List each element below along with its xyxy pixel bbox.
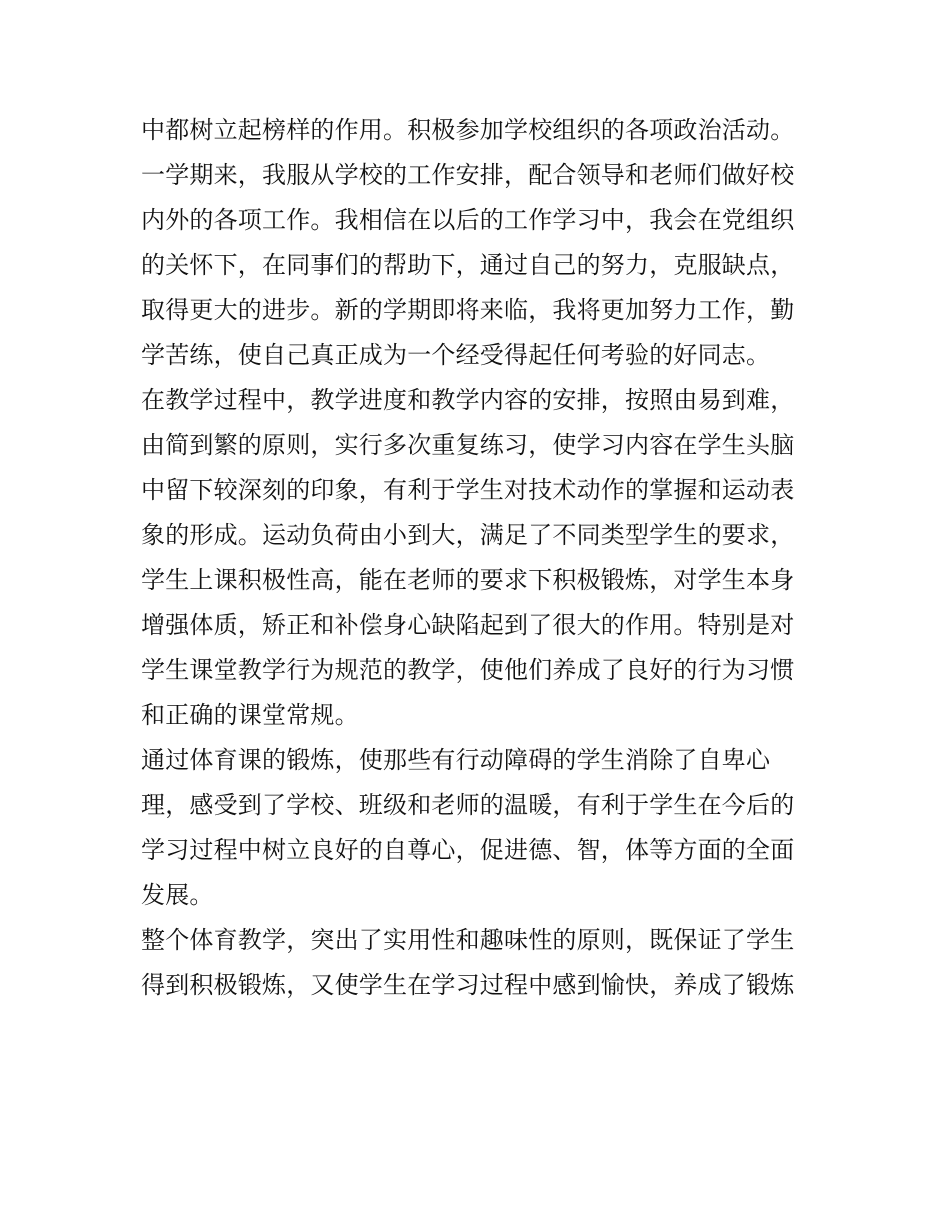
text-line: 在教学过程中，教学进度和教学内容的安排，按照由易到难， — [141, 386, 795, 414]
text-line: 由简到繁的原则，实行多次重复练习，使学习内容在学生头脑 — [141, 431, 795, 459]
text-line: 的关怀下，在同事们的帮助下，通过自己的努力，克服缺点， — [141, 251, 795, 279]
text-line: 中都树立起榜样的作用。积极参加学校组织的各项政治活动。 — [141, 116, 795, 144]
text-line: 理，感受到了学校、班级和老师的温暖，有利于学生在今后的 — [141, 791, 795, 819]
text-line: 学生上课积极性高，能在老师的要求下积极锻炼，对学生本身 — [141, 566, 795, 594]
text-line: 得到积极锻炼，又使学生在学习过程中感到愉快，养成了锻炼 — [141, 971, 795, 999]
text-line: 学生课堂教学行为规范的教学，使他们养成了良好的行为习惯 — [141, 656, 795, 684]
text-line: 象的形成。运动负荷由小到大，满足了不同类型学生的要求， — [141, 521, 795, 549]
text-line: 取得更大的进步。新的学期即将来临，我将更加努力工作，勤 — [141, 296, 795, 324]
text-line: 整个体育教学，突出了实用性和趣味性的原则，既保证了学生 — [141, 926, 795, 954]
text-line: 发展。 — [141, 881, 214, 909]
text-line: 增强体质，矫正和补偿身心缺陷起到了很大的作用。特别是对 — [141, 611, 795, 639]
text-line: 学苦练，使自己真正成为一个经受得起任何考验的好同志。 — [141, 341, 771, 369]
document-body-text — [141, 108, 821, 1008]
text-line: 中留下较深刻的印象，有利于学生对技术动作的掌握和运动表 — [141, 476, 795, 504]
text-line: 和正确的课堂常规。 — [141, 701, 359, 729]
text-line: 一学期来，我服从学校的工作安排，配合领导和老师们做好校 — [141, 161, 795, 189]
text-line: 通过体育课的锻炼，使那些有行动障碍的学生消除了自卑心 — [141, 746, 771, 774]
text-line: 内外的各项工作。我相信在以后的工作学习中，我会在党组织 — [141, 206, 795, 234]
text-line: 学习过程中树立良好的自尊心，促进德、智，体等方面的全面 — [141, 836, 795, 864]
